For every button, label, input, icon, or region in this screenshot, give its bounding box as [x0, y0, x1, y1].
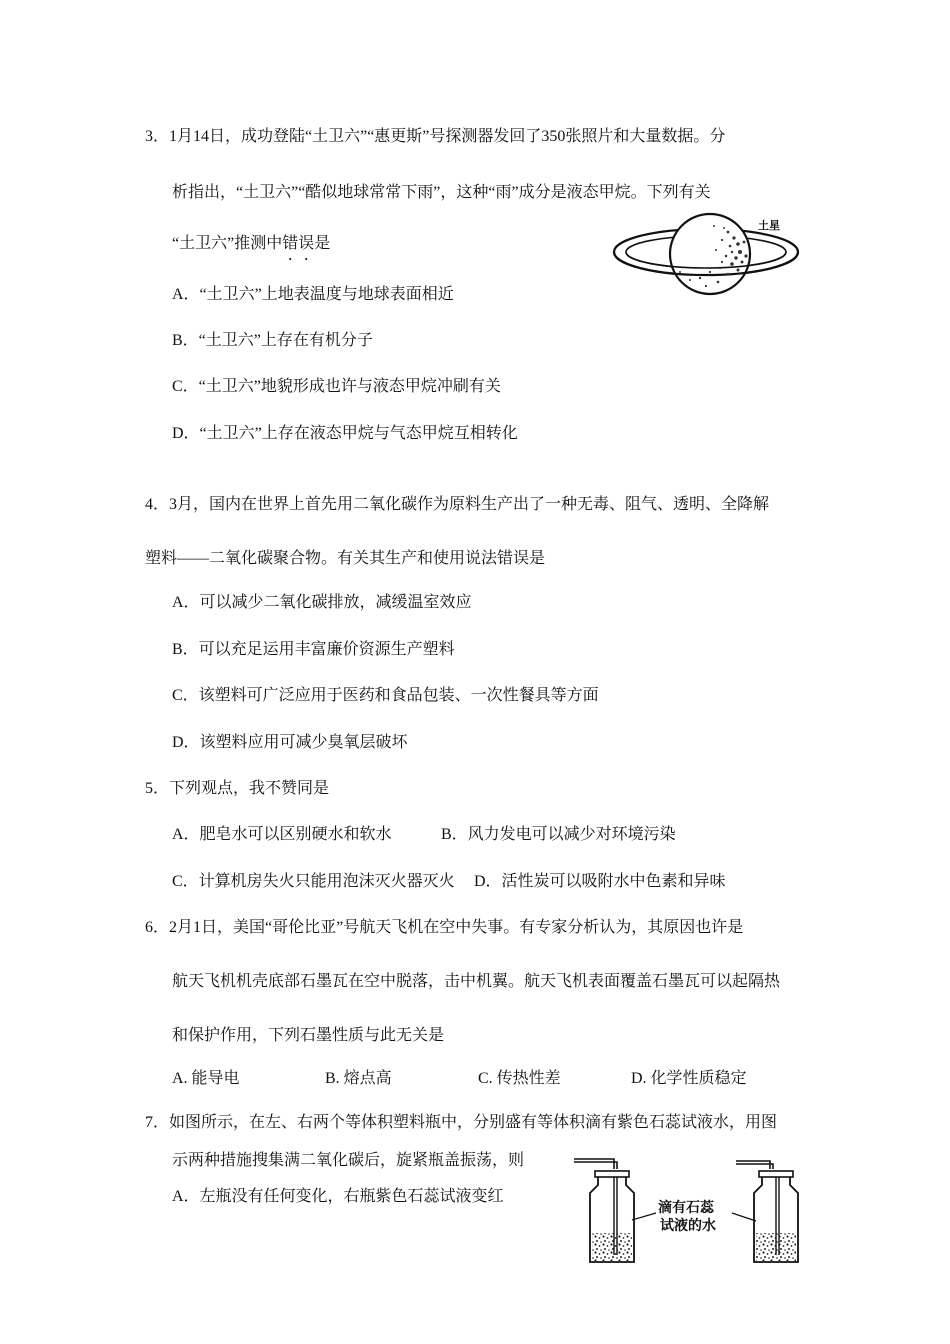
q6-option-c: C. 传热性差 — [478, 1070, 561, 1087]
q4-stem-line-2: 塑料——二氧化碳聚合物。有关其生产和使用说法错误是 — [145, 550, 546, 567]
q3-stem-line-3 — [172, 234, 330, 254]
q3-stem-line-1: 3．1月14日，成功登陆“土卫六”“惠更斯”号探测器发回了350张照片和大量数据。分 — [145, 128, 726, 145]
q3-emphasis-char-2: 误 — [298, 235, 315, 252]
q4-option-b: B．可以充足运用丰富廉价资源生产塑料 — [172, 641, 455, 658]
q6-option-b: B. 熔点高 — [325, 1070, 392, 1087]
q6-stem-line-1: 6．2月1日，美国“哥伦比亚”号航天飞机在空中失事。有专家分析认为，其原因也许是 — [145, 919, 744, 936]
q3-emphasis-char-1: 错 — [282, 235, 299, 252]
q5-option-b: B．风力发电可以减少对环境污染 — [441, 826, 676, 843]
q5-option-a: A．肥皂水可以区别硬水和软水 — [172, 826, 392, 843]
saturn-figure — [610, 212, 805, 302]
q3-option-a: A．“土卫六”上地表温度与地球表面相近 — [172, 286, 454, 303]
bottle-label-line-1: 滴有石蕊 — [658, 1200, 714, 1216]
saturn-label: 土星 — [758, 219, 780, 232]
q3-option-d: D．“土卫六”上存在液态甲烷与气态甲烷互相转化 — [172, 425, 518, 442]
q6-stem-line-2: 航天飞机机壳底部石墨瓦在空中脱落，击中机翼。航天飞机表面覆盖石墨瓦可以起隔热 — [172, 973, 781, 990]
q3-option-b: B．“土卫六”上存在有机分子 — [172, 332, 373, 349]
q6-option-a: A. 能导电 — [172, 1070, 240, 1087]
q7-option-a: A．左瓶没有任何变化，右瓶紫色石蕊试液变红 — [172, 1188, 504, 1205]
q4-option-c: C．该塑料可广泛应用于医药和食品包装、一次性餐具等方面 — [172, 687, 599, 704]
bottles-figure — [570, 1155, 810, 1270]
q3-stem-line-2: 析指出，“土卫六”“酷似地球常常下雨”，这种“雨”成分是液态甲烷。下列有关 — [172, 184, 711, 201]
bottle-label-line-2: 试液的水 — [660, 1218, 716, 1234]
q7-stem-line-2: 示两种措施搜集满二氧化碳后，旋紧瓶盖振荡，则 — [172, 1152, 525, 1169]
q3-stem-line-3-text: “土卫六”推测中 — [172, 235, 283, 252]
q6-stem-line-3: 和保护作用，下列石墨性质与此无关是 — [172, 1027, 445, 1044]
q4-option-d: D．该塑料应用可减少臭氧层破坏 — [172, 734, 408, 751]
q6-option-d: D. 化学性质稳定 — [631, 1070, 747, 1087]
q4-stem-line-1: 4．3月，国内在世界上首先用二氧化碳作为原料生产出了一种无毒、阻气、透明、全降解 — [145, 496, 770, 513]
q4-option-a: A．可以减少二氧化碳排放，减缓温室效应 — [172, 594, 472, 611]
q3-option-c: C．“土卫六”地貌形成也许与液态甲烷冲刷有关 — [172, 378, 501, 395]
q3-stem-line-3-end: 是 — [314, 235, 331, 252]
q5-option-d: D．活性炭可以吸附水中色素和异味 — [474, 873, 726, 890]
q5-stem: 5．下列观点，我不赞同是 — [145, 780, 330, 797]
q5-option-c: C．计算机房失火只能用泡沫灭火器灭火 — [172, 873, 455, 890]
q7-stem-line-1: 7．如图所示，在左、右两个等体积塑料瓶中，分别盛有等体积滴有紫色石蕊试液水，用图 — [145, 1114, 778, 1131]
